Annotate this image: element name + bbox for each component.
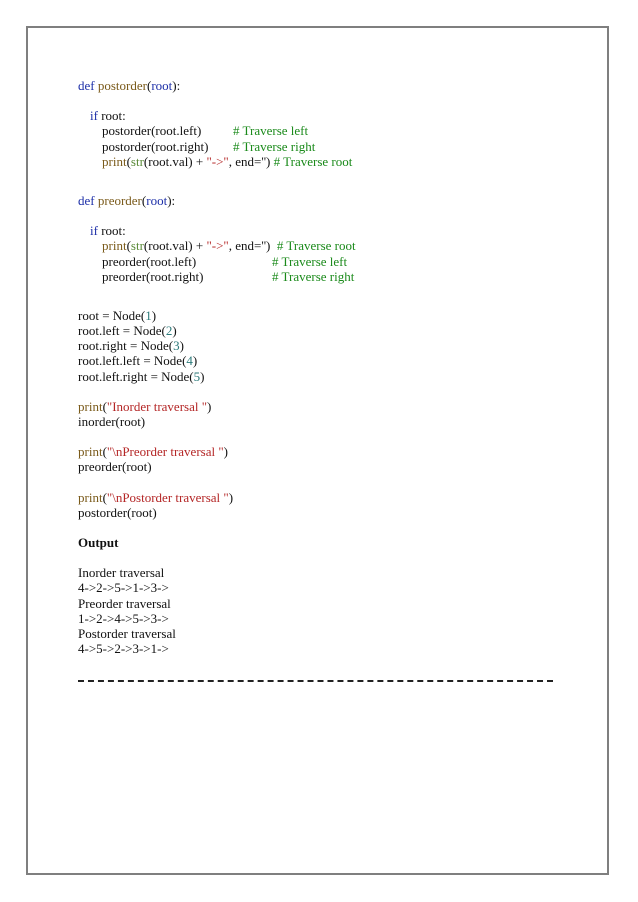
- function-name: preorder: [97, 192, 142, 208]
- code-comment: # Traverse right: [233, 138, 316, 154]
- call-line: postorder(root): [78, 504, 157, 520]
- code-line: root = Node(1): [78, 307, 157, 323]
- number-literal: 5: [193, 368, 201, 384]
- number-literal: 1: [145, 307, 152, 323]
- postorder-right-line: [78, 139, 568, 154]
- print-line: print("\nPostorder traversal "): [78, 489, 234, 505]
- preorder-left-line: [78, 254, 568, 269]
- call-line: preorder(root): [78, 459, 152, 475]
- postorder-left-line: [78, 123, 568, 138]
- def-keyword: def: [78, 192, 95, 208]
- str-fn: str: [130, 238, 144, 254]
- if-keyword: if: [90, 223, 98, 239]
- arrow-string: "->": [206, 238, 229, 254]
- code-line: root.left = Node(2): [78, 323, 177, 339]
- print-fn: print: [78, 398, 103, 414]
- number-literal: 2: [165, 323, 173, 339]
- number-literal: 3: [173, 338, 180, 354]
- preorder-print-line: print(str(root.val) + "->", end='') # Traverse root: [102, 238, 356, 254]
- dashed-divider: [78, 680, 553, 682]
- arrow-string: "->": [206, 153, 229, 169]
- postorder-if-line: if root:: [90, 108, 126, 124]
- function-name: postorder: [97, 78, 147, 93]
- preorder-right-line: [78, 269, 568, 284]
- print-fn: print: [102, 238, 127, 254]
- postorder-print-line: print(str(root.val) + "->", end='') # Traverse root: [102, 153, 353, 169]
- code-call: postorder(root.left): [102, 123, 202, 139]
- str-fn: str: [130, 153, 144, 169]
- preorder-if-line: if root:: [90, 223, 126, 239]
- code-call: preorder(root.right): [102, 268, 204, 284]
- print-fn: print: [78, 489, 103, 505]
- print-string: "\nPostorder traversal ": [106, 489, 229, 505]
- if-keyword: if: [90, 108, 98, 124]
- preorder-def-line: def preorder(root):: [78, 192, 176, 208]
- code-comment: # Traverse root: [276, 238, 356, 254]
- print-string: "Inorder traversal ": [106, 398, 208, 414]
- print-fn: print: [102, 153, 127, 169]
- def-keyword: def: [78, 78, 95, 93]
- output-block: [78, 565, 568, 656]
- print-line: print("\nPreorder traversal "): [78, 444, 228, 460]
- output-line: 4->2->5->1->3->: [78, 580, 169, 596]
- code-comment: # Traverse root: [273, 153, 353, 169]
- print-fn: print: [78, 444, 103, 460]
- output-line: Preorder traversal: [78, 595, 171, 611]
- output-line: 1->2->4->5->3->: [78, 610, 169, 626]
- code-comment: # Traverse right: [272, 268, 355, 284]
- param-name: root: [146, 192, 168, 208]
- code-comment: # Traverse left: [233, 123, 309, 139]
- document-body: [78, 78, 568, 682]
- code-line: root.right = Node(3): [78, 338, 184, 354]
- print-string: "\nPreorder traversal ": [106, 444, 224, 460]
- code-line: root.left.right = Node(5): [78, 368, 205, 384]
- code-call: preorder(root.left): [102, 253, 197, 269]
- output-line: Postorder traversal: [78, 625, 176, 641]
- code-line: root.left.left = Node(4): [78, 353, 198, 369]
- output-line: Inorder traversal: [78, 565, 165, 581]
- output-line: 4->5->2->3->1->: [78, 641, 169, 657]
- print-line: print("Inorder traversal "): [78, 398, 212, 414]
- param-name: root: [151, 78, 173, 93]
- call-line: inorder(root): [78, 414, 146, 429]
- code-comment: # Traverse left: [272, 253, 348, 269]
- output-heading: Output: [78, 534, 119, 550]
- postorder-def-line: def postorder(root):: [78, 78, 181, 93]
- code-call: postorder(root.right): [102, 138, 209, 154]
- tree-construction-block: [78, 308, 568, 384]
- number-literal: 4: [186, 353, 193, 369]
